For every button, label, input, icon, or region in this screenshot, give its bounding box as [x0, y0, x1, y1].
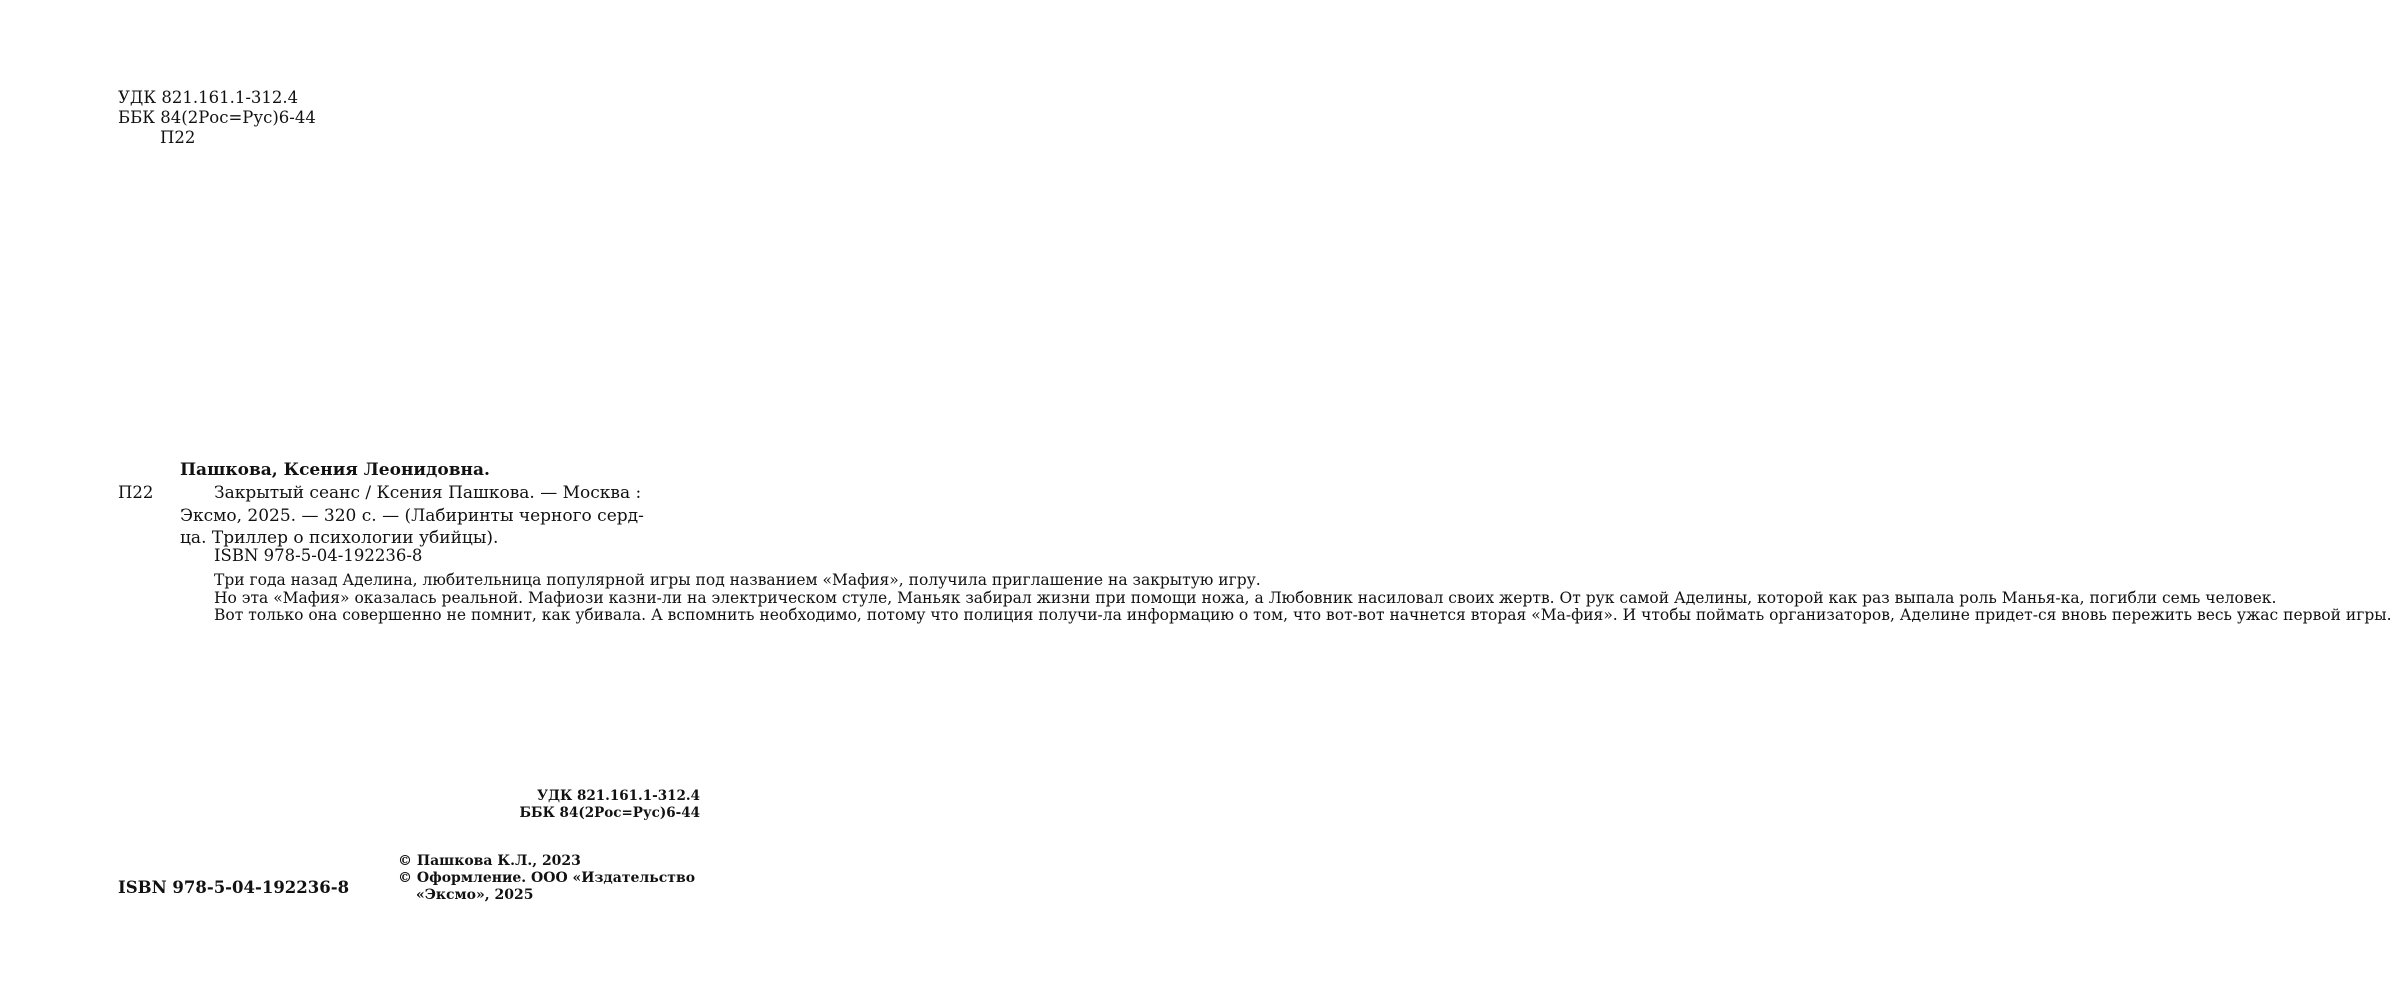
copyright-line: © Оформление. ООО «Издательство: [398, 870, 696, 886]
biblio-line: Эксмо, 2025. — 320 с. — (Лабиринты черного серд-: [180, 505, 644, 526]
isbn-bottom: ISBN 978-5-04-192236-8: [118, 878, 350, 897]
header-classification-codes: [118, 88, 316, 148]
bibliographic-description: [180, 482, 700, 550]
classification-codes-right: [520, 788, 701, 822]
author-mark: П22: [160, 128, 196, 147]
biblio-line: Закрытый сеанс / Ксения Пашкова. — Москва :: [214, 483, 642, 503]
annotation-paragraph: Но эта «Мафия» оказалась реальной. Мафиози казни-ли на электрическом стуле, Маньяк забирал жизни при помощи ножа, а Любовник насиловал своих жертв. От рук самой Аделины, которой как раз выпала роль Манья-ка, погибли семь человек.: [214, 588, 2277, 607]
udk-code-right: УДК 821.161.1-312.4: [537, 788, 700, 804]
copyright-line: «Эксмо», 2025: [416, 887, 534, 903]
author-heading: Пашкова, Ксения Леонидовна.: [180, 460, 490, 480]
record-isbn: ISBN 978-5-04-192236-8: [214, 546, 423, 565]
copyright-block: [398, 853, 695, 904]
record-author-mark: П22: [118, 483, 154, 502]
annotation-paragraph: Три года назад Аделина, любительница популярной игры под названием «Мафия», получила приглашение на закрытую игру.: [214, 571, 1261, 589]
annotation: [180, 571, 2392, 625]
copyright-line: © Пашкова К.Л., 2023: [398, 853, 581, 869]
bbk-code-right: ББК 84(2Рос=Рус)6-44: [519, 805, 700, 821]
biblio-line: ца. Триллер о психологии убийцы).: [180, 528, 499, 548]
bbk-code: ББК 84(2Рос=Рус)6-44: [118, 108, 316, 127]
annotation-paragraph: Вот только она совершенно не помнит, как убивала. А вспомнить необходимо, потому что полиция получи-ла информацию о том, что вот-вот начнется вторая «Ма-фия». И чтобы поймать организаторов, Аделине придет-ся вновь пережить весь ужас первой игры.: [214, 606, 2392, 624]
udk-code: УДК 821.161.1-312.4: [118, 88, 299, 107]
